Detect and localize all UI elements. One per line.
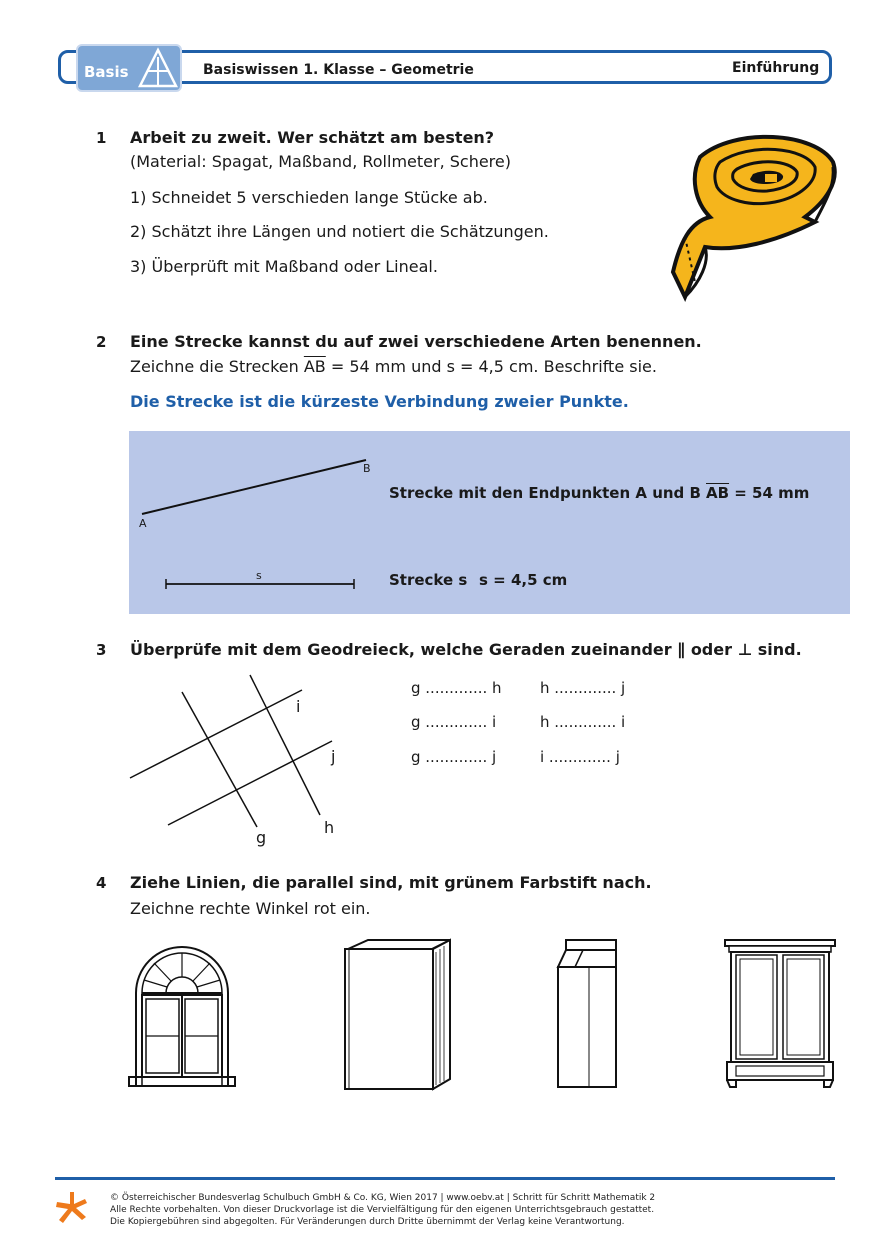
task1-step-2: 2) Schätzt ihre Längen und notiert die Schätzungen. [130, 222, 549, 241]
footer-divider [55, 1177, 835, 1180]
task3-number: 3 [96, 641, 107, 659]
footer-line-1: © Österreichischer Bundesverlag Schulbuch GmbH & Co. KG, Wien 2017 | www.oebv.at | Schritt für Schritt Mathematik 2 [110, 1193, 656, 1203]
line-g [182, 692, 257, 827]
line-i-label: i [296, 697, 301, 716]
line-h [250, 675, 320, 815]
publisher-logo-icon [52, 1190, 90, 1228]
footer-line-2: Alle Rechte vorbehalten. Von dieser Druckvorlage ist die Vervielfältigung für den eigenen Unterrichtsgebrauch gestattet. [110, 1205, 655, 1215]
pair-g-i[interactable]: g ............. i [411, 713, 497, 731]
book-icon [340, 937, 455, 1092]
pair-g-j[interactable]: g ............. j [411, 748, 497, 766]
line-j [168, 741, 332, 825]
task1-number: 1 [96, 129, 107, 147]
task2-definition: Die Strecke ist die kürzeste Verbindung zweier Punkte. [130, 392, 629, 411]
line-j-label: j [331, 747, 336, 766]
header-section: Einführung [732, 60, 820, 76]
line-h-label: h [324, 818, 335, 837]
task1-title: Arbeit zu zweit. Wer schätzt am besten? [130, 128, 495, 147]
pair-h-i[interactable]: h ............. i [540, 713, 626, 731]
pair-i-j[interactable]: i ............. j [540, 748, 620, 766]
window-icon [126, 935, 238, 1090]
pair-g-h[interactable]: g ............. h [411, 679, 502, 697]
segment-s-label: s [256, 569, 262, 582]
task4-title: Ziehe Linien, die parallel sind, mit grünem Farbstift nach. [130, 873, 652, 892]
milk-carton-icon [553, 937, 621, 1092]
measuring-tape-icon [665, 122, 845, 307]
triangle-logo-icon [138, 47, 178, 89]
task2-number: 2 [96, 333, 107, 351]
footer-text [110, 1192, 810, 1228]
line-g-label: g [256, 828, 267, 847]
task2-instruction: Zeichne die Strecken $\overline{AB} = 54$ mm und s = 4,5 cm. Beschrifte sie. [130, 357, 657, 376]
header-title: Basiswissen 1. Klasse – Geometrie [203, 62, 474, 78]
task2-title: Eine Strecke kannst du auf zwei verschiedene Arten benennen. [130, 332, 702, 351]
logo-text: Basis [84, 63, 129, 81]
segment-ab [142, 460, 366, 514]
box-row1-text: Strecke mit den Endpunkten A und B [389, 484, 701, 502]
task4-number: 4 [96, 874, 107, 892]
point-a-label: A [139, 517, 147, 530]
box-row2-text: Strecke s [389, 571, 468, 589]
line-i [130, 690, 302, 778]
task1-material: (Material: Spagat, Maßband, Rollmeter, Schere) [130, 152, 511, 171]
footer-line-3: Die Kopiergebühren sind abgegolten. Für Veränderungen durch Dritte übernimmt der Verlag keine Verantwortung. [110, 1217, 625, 1227]
task4-instruction: Zeichne rechte Winkel rot ein. [130, 899, 371, 918]
task1-step-1: 1) Schneidet 5 verschieden lange Stücke ab. [130, 188, 488, 207]
lines-diagram [120, 665, 350, 850]
point-b-label: B [363, 462, 371, 475]
task1-step-3: 3) Überprüft mit Maßband oder Lineal. [130, 257, 438, 276]
pair-h-j[interactable]: h ............. j [540, 679, 626, 697]
box-row1-value: $\overline{AB} = 54$ mm [706, 484, 810, 502]
wardrobe-icon [722, 937, 838, 1092]
task3-title: Überprüfe mit dem Geodreieck, welche Geraden zueinander ∥ oder ⊥ sind. [130, 640, 802, 659]
box-row2-value: s = 4,5 cm [479, 571, 568, 589]
